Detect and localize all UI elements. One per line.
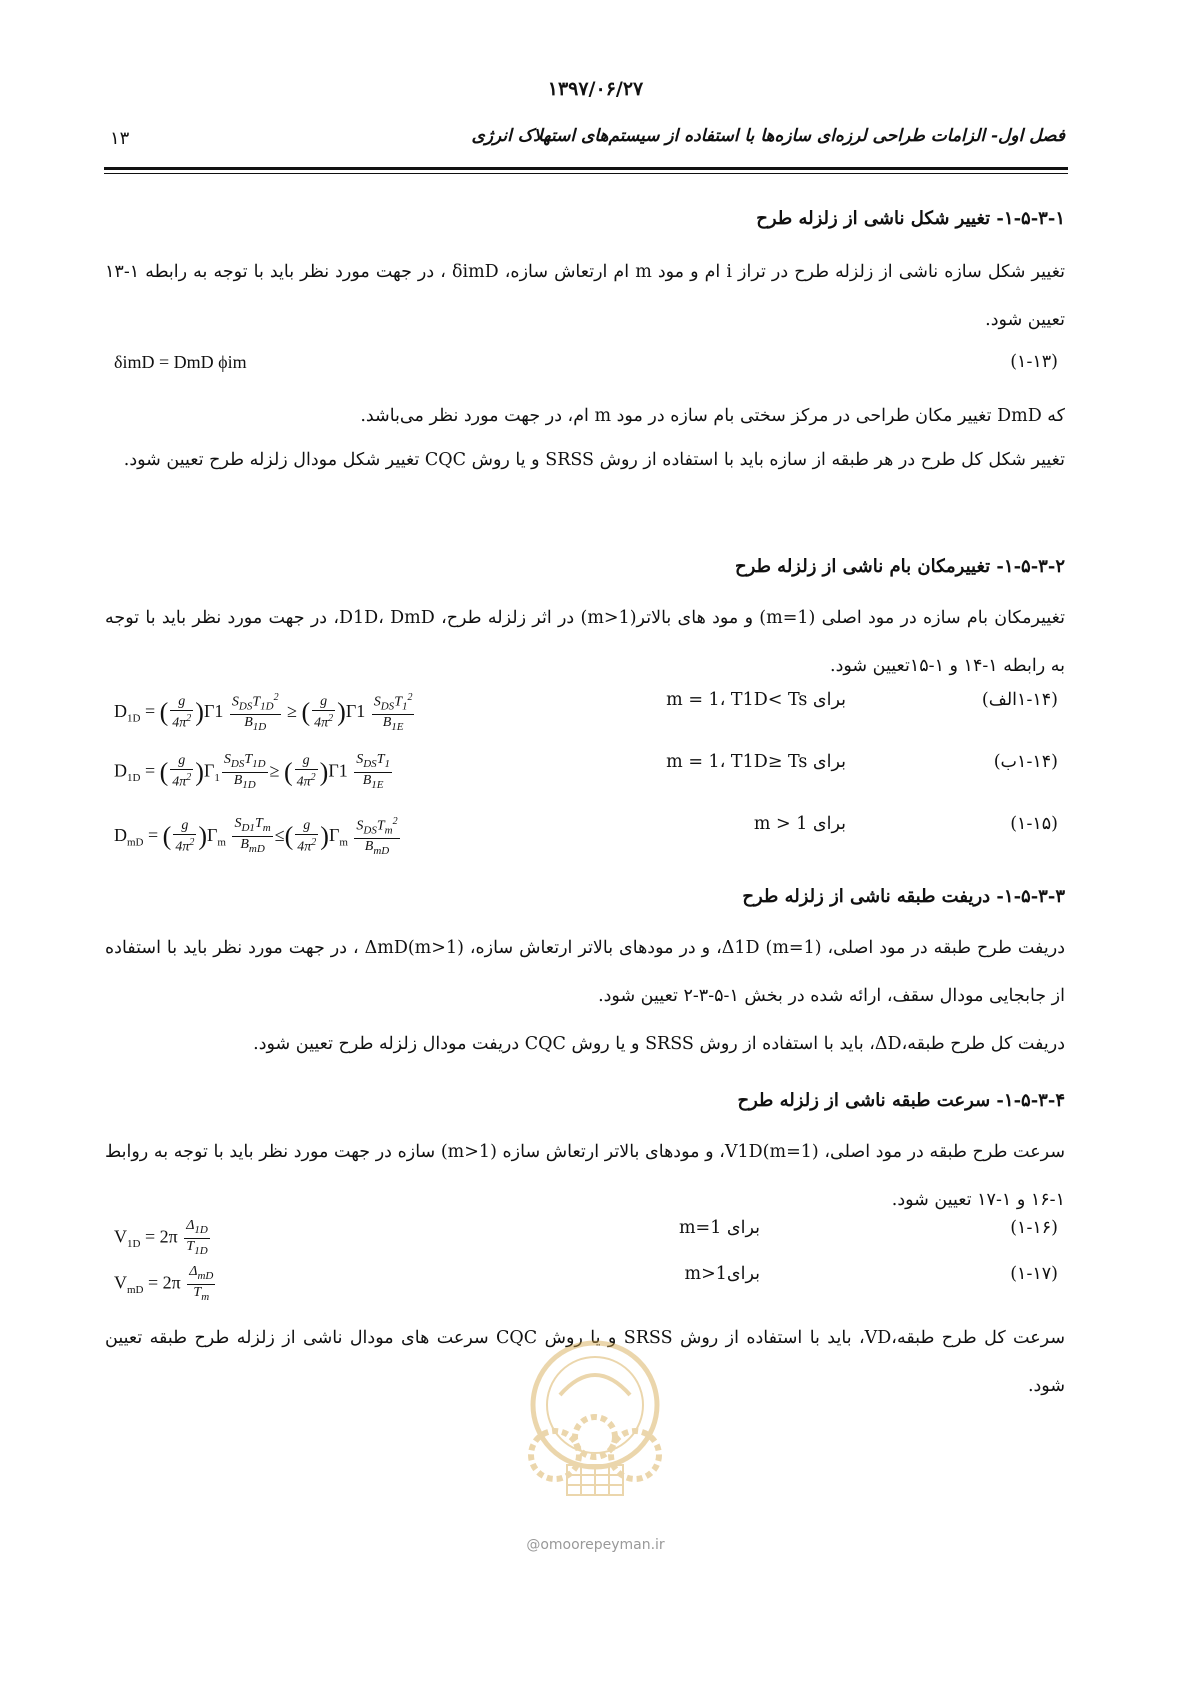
equation-1-16-condition: برای m=1 [678,1218,760,1238]
equation-1-16-number: (۱-۱۶) [1010,1218,1058,1238]
section-2-paragraph-1: تغییرمکان بام سازه در مود اصلی (m=1) و مود های بالاتر(m>1) در اثر زلزله طرح، D1D، DmD، در جهت مورد نظر باید با توجه به رابطه ۱-۱۴ و ۱-۱۵تعیین شود. [105,608,1065,676]
equation-1-14b [104,752,1068,792]
section-heading-3: ۱-۵-۳-۳- دریفت طبقه ناشی از زلزله طرح [742,886,1065,907]
equation-1-13-number: (۱-۱۳) [1010,352,1058,372]
chapter-title: فصل اول- الزامات طراحی لرزه‌ای سازه‌ها با استفاده از سیستم‌های استهلاک انرژی [471,126,1065,146]
section-1-paragraph-3: تغییر شکل کل طرح در هر طبقه از سازه باید با استفاده از روش SRSS و یا روش CQC تغییر شکل مودال زلزله طرح تعیین شود. [123,450,1065,470]
equation-1-17-number: (۱-۱۷) [1010,1264,1058,1284]
equation-1-17 [104,1264,1068,1304]
watermark-url: @omoorepeyman.ir [526,1537,665,1553]
equation-1-15 [104,814,1068,858]
equation-1-14a [104,690,1068,734]
equation-1-16-formula: $V_{1D} = 2\pi$ $\frac{\Delta_{1D}}{T_{1D}}$ [114,1218,208,1257]
equation-1-14a-condition: برای m = 1، T1D< Ts [666,690,846,710]
equation-1-16 [104,1218,1068,1258]
equation-1-14b-formula: $D_{1D}$ = ( $\frac{g}{4\pi^2}$ )$\Gamma_1$ $\frac{S_{DS}T_{1D}}{B_{1D}}$ ≥ ( $\frac{g}{4\pi^2}$ )Γ1 $\frac{S_{DS}T_1}{B_{1E}}$ [114,752,390,791]
section-3-paragraph-2: دریفت کل طرح طبقه،ΔD، باید با استفاده از روش SRSS و یا روش CQC دریفت مودال زلزله طرح تعیین شود. [253,1034,1065,1054]
equation-1-14b-condition: برای m = 1، T1D≥ Ts [666,752,846,772]
section-heading-1: ۱-۵-۳-۱- تغییر شکل ناشی از زلزله طرح [756,208,1065,229]
equation-1-14a-formula: $D_{1D}$ = ( $\frac{g}{4\pi^2}$ )Γ1 $\frac{S_{DS}T_{1D}^2}{B_{1D}}$ ≥ ( $\frac{g}{4\pi^2}$ )Γ1 $\frac{S_{DS}T_1^2}{B_{1E}}$ [114,692,413,734]
section-1-paragraph-2: که DmD تغییر مکان طراحی در مرکز سختی بام سازه در مود m ام، در جهت مورد نظر می‌باشد. [360,406,1065,426]
equation-1-17-condition: برایm>1 [684,1264,760,1284]
equation-1-17-formula: $V_{mD} = 2\pi$ $\frac{\Delta_{mD}}{T_m}$ [114,1264,214,1303]
header-rule-thin [104,173,1068,174]
section-heading-2: ۱-۵-۳-۲- تغییرمکان بام ناشی از زلزله طرح [735,556,1065,577]
header-rule [104,167,1068,170]
section-4-paragraph-2: سرعت کل طرح طبقه،VD، باید با استفاده از روش SRSS و یا روش CQC سرعت های مودال ناشی از زلزله طرح طبقه تعیین شود. [105,1328,1066,1396]
document-date: ۱۳۹۷/۰۶/۲۷ [547,78,644,100]
equation-1-15-formula: $D_{mD}$ = ( $\frac{g}{4\pi^2}$ )$\Gamma_m$ $\frac{S_{D1}T_m}{B_{mD}}$ ≤( $\frac{g}{4\pi^2}$ )$\Gamma_m$ $\frac{S_{DS}T_m^2}{B_{mD}}$ [114,816,398,858]
equation-1-15-condition: برای m > 1 [753,814,846,834]
equation-1-14a-number: (۱-۱۴الف) [981,690,1058,710]
equation-1-14b-number: (۱-۱۴ب) [993,752,1058,772]
page-number: ۱۳ [110,128,130,149]
watermark-seal-logo [505,1325,685,1505]
equation-1-15-number: (۱-۱۵) [1010,814,1058,834]
section-heading-4: ۱-۵-۳-۴- سرعت طبقه ناشی از زلزله طرح [737,1090,1065,1111]
section-4-paragraph-1: سرعت طرح طبقه در مود اصلی، V1D(m=1)، و مودهای بالاتر ارتعاش سازه (m>1) سازه در جهت مورد نظر باید با توجه به روابط ۱-۱۶ و ۱-۱۷ تعیین شود. [105,1142,1065,1210]
section-3-paragraph-1: دریفت طرح طبقه در مود اصلی، Δ1D (m=1)، و در مودهای بالاتر ارتعاش سازه، ΔmD(m>1) ، در جهت مورد نظر باید با استفاده از جابجایی مودال سقف، ارائه شده در بخش ۱-۵-۳-۲ تعیین شود. [105,938,1065,1006]
section-1-paragraph-1: تغییر شکل سازه ناشی از زلزله طرح در تراز i ام و مود m ام ارتعاش سازه، δimD ، در جهت مورد نظر باید با توجه به رابطه ۱-۱۳ تعیین شود. [105,262,1066,330]
equation-1-13 [104,352,1068,392]
equation-1-13-formula: δimD = DmD ϕim [114,352,247,372]
